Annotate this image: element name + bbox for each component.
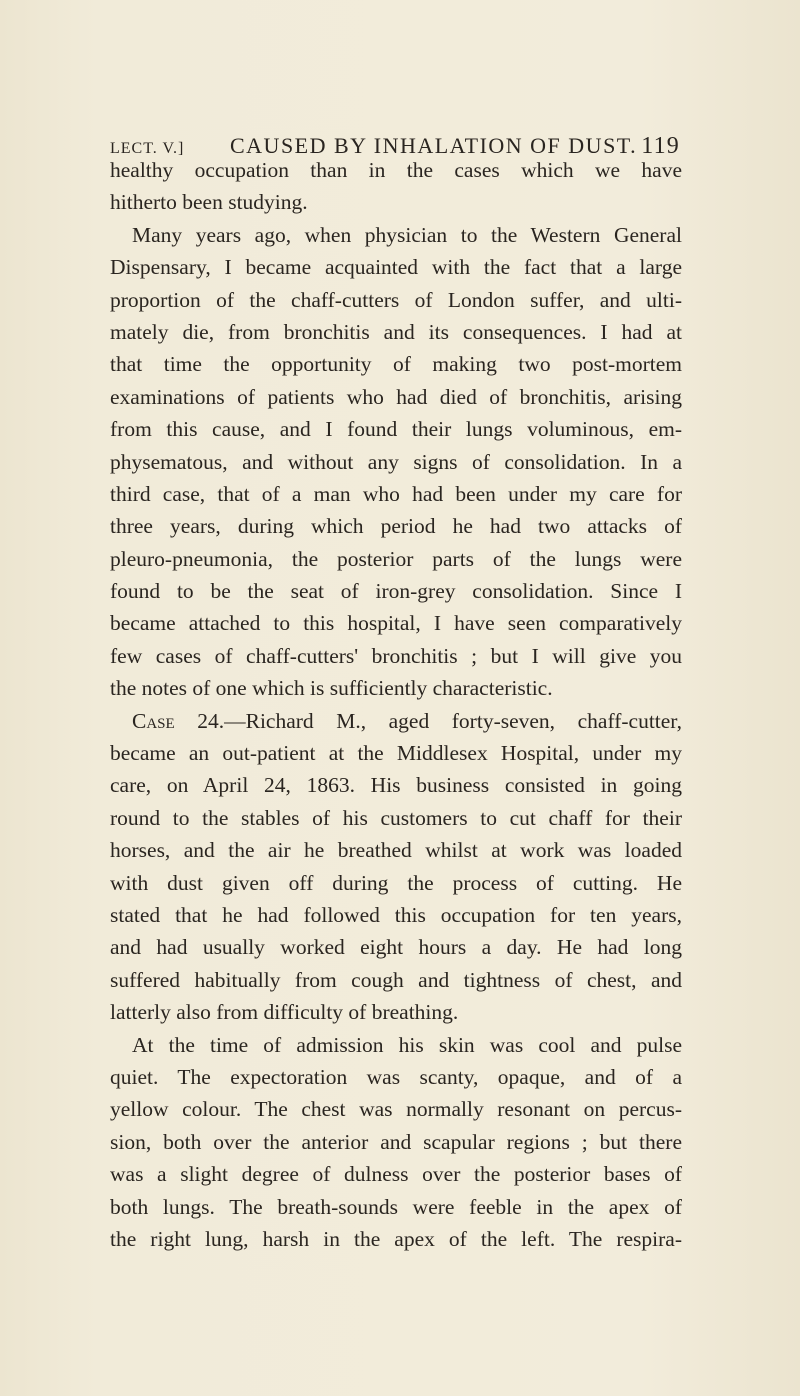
text-line: mately die, from bronchitis and its consequences. I had at [110,319,682,344]
running-title: CAUSED BY INHALATION OF DUST. [230,133,638,158]
text-line: stated that he had followed this occupation for ten years, [110,902,682,927]
text-line: found to be the seat of iron-grey consolidation. Since I [110,579,682,604]
text-line: latterly also from difficulty of breathing. [110,1000,459,1025]
text-line: Case 24.—Richard M., aged forty-seven, chaff-cutter, [132,708,682,733]
page-number: 119 [641,133,680,159]
text-line: few cases of chaff-cutters' bronchitis ; but I will give you [110,643,682,668]
text-line: examinations of patients who had died of bronchitis, arising [110,384,682,409]
text-line: yellow colour. The chest was normally resonant on percus- [110,1097,682,1122]
text-line: pleuro-pneumonia, the posterior parts of the lungs were [110,546,682,571]
text-line: from this cause, and I found their lungs voluminous, em- [110,417,682,442]
text-line: with dust given off during the process of cutting. He [110,870,682,895]
text-line: healthy occupation than in the cases which we have [110,158,682,182]
section-label: LECT. V.] [110,140,185,157]
text-line: Many years ago, when physician to the Western General [132,222,682,247]
text-line: became attached to this hospital, I have seen comparatively [110,611,682,636]
text-line: that time the opportunity of making two post-mortem [110,352,682,377]
text-line: suffered habitually from cough and tightness of chest, and [110,967,682,992]
text-line: At the time of admission his skin was cool and pulse [132,1032,682,1057]
text-line: round to the stables of his customers to cut chaff for their [110,805,682,830]
text-line: quiet. The expectoration was scanty, opaque, and of a [110,1064,682,1089]
text-line: the right lung, harsh in the apex of the left. The respira- [110,1226,682,1251]
text-line: care, on April 24, 1863. His business consisted in going [110,773,682,798]
text-line: hitherto been studying. [110,190,308,215]
text-line: horses, and the air he breathed whilst at work was loaded [110,838,682,863]
text-line: both lungs. The breath-sounds were feeble in the apex of [110,1194,682,1219]
text-line: proportion of the chaff-cutters of London suffer, and ulti- [110,287,682,312]
text-line: three years, during which period he had two attacks of [110,514,682,539]
text-line: sion, both over the anterior and scapular regions ; but there [110,1129,682,1154]
text-line: physematous, and without any signs of consolidation. In a [110,449,682,474]
text-line: Dispensary, I became acquainted with the fact that a large [110,255,682,280]
text-line: became an out-patient at the Middlesex Hospital, under my [110,741,682,766]
case-label: Case [132,708,175,733]
text-line: and had usually worked eight hours a day. He had long [110,935,682,960]
text-line: third case, that of a man who had been under my care for [110,481,682,506]
text-line: the notes of one which is sufficiently characteristic. [110,676,553,701]
body-text [110,154,682,1255]
text-line: was a slight degree of dulness over the posterior bases of [110,1162,682,1187]
